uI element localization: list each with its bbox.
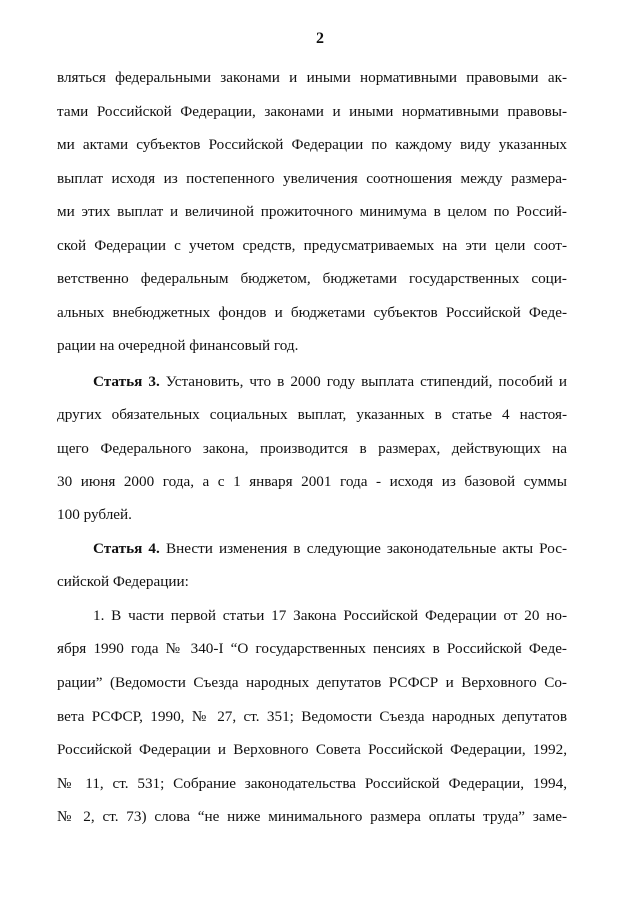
text-line: вета РСФСР, 1990, № 27, ст. 351; Ведомости Съезда народных депутатов	[57, 708, 567, 725]
text-line: ветственно федеральным бюджетом, бюджетами государственных соци-	[57, 270, 567, 287]
text-line: других обязательных социальных выплат, указанных в статье 4 настоя-	[57, 406, 567, 423]
text-line: вляться федеральными законами и иными нормативными правовыми ак-	[57, 69, 567, 86]
text-line: альных внебюджетных фондов и бюджетами субъектов Российской Феде-	[57, 304, 567, 321]
text-line: выплат исходя из постепенного увеличения соотношения между размера-	[57, 170, 567, 187]
text-line: Российской Федерации и Верховного Совета Российской Федерации, 1992,	[57, 741, 567, 758]
text-line: рации” (Ведомости Съезда народных депутатов РСФСР и Верховного Со-	[57, 674, 567, 691]
text-line: рации на очередной финансовый год.	[57, 337, 299, 354]
article-heading: Статья 4.	[93, 540, 160, 557]
page-number: 2	[316, 30, 324, 47]
text-line: № 11, ст. 531; Собрание законодательства Российской Федерации, 1994,	[57, 775, 567, 792]
article-4-first-line: Статья 4. Внести изменения в следующие законодательные акты Рос-	[93, 540, 568, 557]
text-line: ми этих выплат и величиной прожиточного минимума в целом по Россий-	[57, 203, 567, 220]
text-line: 30 июня 2000 года, а с 1 января 2001 года - исходя из базовой суммы	[57, 473, 567, 490]
text-line: 1. В части первой статьи 17 Закона Российской Федерации от 20 но-	[93, 607, 567, 624]
text-line: ября 1990 года № 340-I “О государственных пенсиях в Российской Феде-	[57, 640, 567, 657]
text-line: щего Федерального закона, производится в размерах, действующих на	[57, 440, 567, 457]
text-line: № 2, ст. 73) слова “не ниже минимального размера оплаты труда” заме-	[57, 808, 567, 825]
text-line: ми актами субъектов Российской Федерации по каждому виду указанных	[57, 136, 567, 153]
text-line: тами Российской Федерации, законами и иными нормативными правовы-	[57, 103, 567, 120]
text-line: сийской Федерации:	[57, 573, 189, 590]
article-heading: Статья 3.	[93, 373, 160, 390]
text-line: 100 рублей.	[57, 506, 132, 523]
article-3-first-line: Статья 3. Установить, что в 2000 году выплата стипендий, пособий и	[93, 373, 567, 390]
text-line: ской Федерации с учетом средств, предусматриваемых на эти цели соот-	[57, 237, 567, 254]
